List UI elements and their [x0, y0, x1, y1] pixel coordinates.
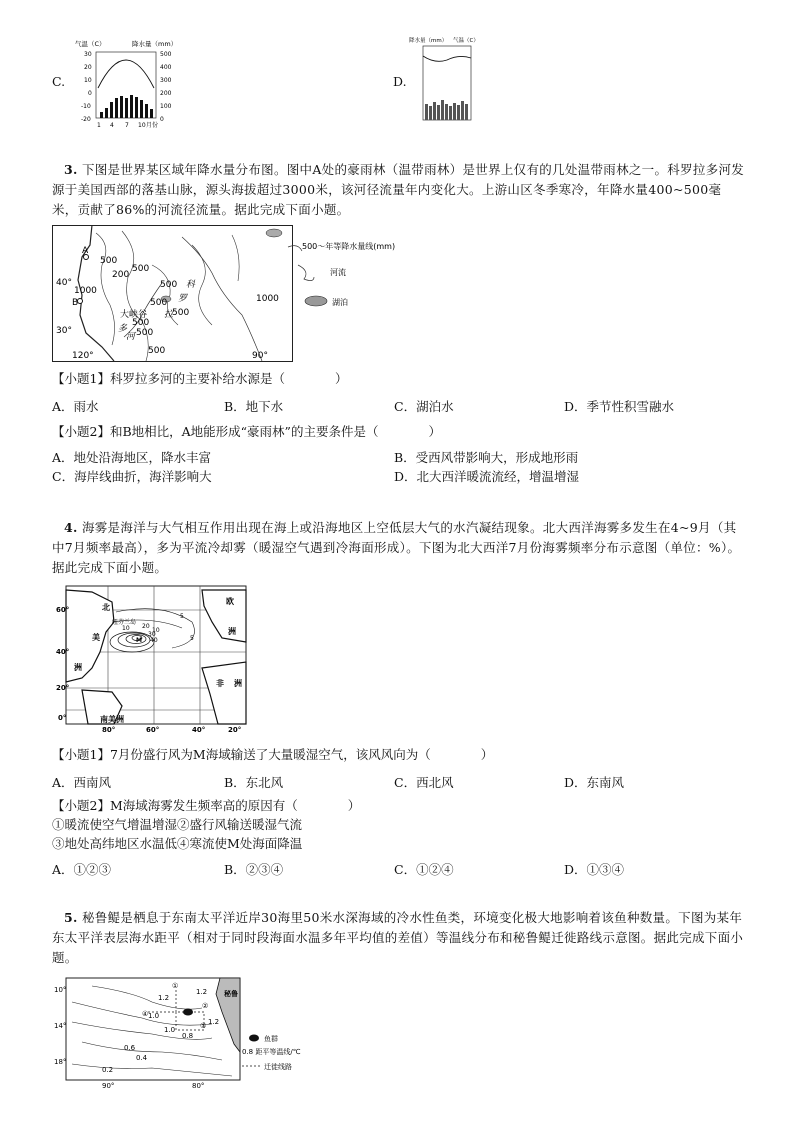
map-river-char: 罗 [178, 294, 188, 304]
q5-anomaly-map [52, 972, 352, 1092]
contour-value: 20 [142, 623, 150, 630]
anomaly-value: 0.6 [124, 1044, 136, 1052]
chart-c-xunit: 月份 [146, 122, 159, 129]
q3-sub2-option-a[interactable]: A．地处沿海地区，降水丰富 [52, 450, 212, 465]
lat-label: 10° [54, 986, 67, 994]
chart-c-lt: 30 [84, 51, 92, 58]
map-value: 500 [132, 264, 150, 274]
route-mark: ④ [142, 1010, 149, 1018]
contour-value: 10 [152, 627, 160, 634]
map-value: 500 [136, 328, 154, 338]
map-river-char: 河 [126, 332, 136, 342]
chart-c-lt: 10 [84, 77, 92, 84]
q5-number: 5. [64, 910, 78, 925]
region-label: 非 [216, 679, 224, 688]
lon-label: 60° [146, 726, 160, 734]
anomaly-value: 0.4 [136, 1054, 148, 1062]
map-value: 1000 [74, 286, 97, 296]
map-value: 1000 [256, 294, 279, 304]
region-label: 洲 [234, 679, 242, 688]
anomaly-value: 1.2 [196, 988, 208, 996]
map-value: 500 [132, 318, 150, 328]
q4-number: 4. [64, 520, 78, 535]
map-river-char: 多 [118, 324, 128, 334]
q5-text: 秘鲁鳀是栖息于东南太平洋近岸30海里50米水深海域的冷水性鱼类，环境变化极大地影响着该鱼种数量。下图为某年东太平洋表层海水距平（相对于同时段海面水温多年平均值的差值）等温线分布和秘鲁鳀迁徙路线示意图。据此完成下面小题。 [52, 910, 744, 965]
q4-sub2-option-a[interactable]: A．①②③ [52, 862, 112, 877]
map-value: 500 [100, 256, 118, 266]
map-value: 500 [160, 280, 178, 290]
q4-sub1-option-c[interactable]: C．西北风 [394, 775, 454, 790]
q3-sub1-option-a[interactable]: A．雨水 [52, 399, 99, 414]
q5-stem [52, 908, 746, 968]
anomaly-value: 1.2 [158, 994, 170, 1002]
chart-c-xt: 7 [125, 122, 129, 129]
climate-chart-c [70, 38, 190, 130]
region-label: 北 [102, 603, 110, 612]
anomaly-value: 0.8 [182, 1032, 194, 1040]
lat-label: 18° [54, 1058, 67, 1066]
map-label-b: B [72, 298, 79, 308]
map-lon-90: 90° [252, 351, 268, 361]
q4-fog-map [52, 582, 252, 738]
lat-label: 60° [56, 606, 70, 614]
option-c-label: C. [52, 74, 66, 89]
country-label: 秘鲁 [224, 990, 238, 998]
map-lon-120: 120° [72, 351, 94, 361]
region-label: 南美洲 [100, 715, 124, 724]
map-value: 200 [112, 270, 130, 280]
q4-sub2-prompt: 【小题2】M海域海雾发生频率高的原因有（ ） [52, 798, 361, 813]
q3-text: 下图是世界某区域年降水量分布图。图中A处的豪雨林（温带雨林）是世界上仅有的几处温带雨林之一。科罗拉多河发源于美国西部的落基山脉，源头海拔超过3000米，该河径流量年内变化大。上游山区冬季寒冷，年降水量400~500毫米，贡献了86%的河流径流量。据此完成下面小题。 [52, 162, 745, 217]
q4-sub2-option-c[interactable]: C．①②④ [394, 862, 454, 877]
lat-label: 20° [56, 684, 70, 692]
anomaly-value: 0.2 [102, 1066, 114, 1074]
q4-sub1-option-b[interactable]: B．东北风 [224, 775, 284, 790]
legend-lake: 湖泊 [332, 298, 348, 307]
lon-label: 90° [102, 1082, 115, 1090]
map-value: 500 [172, 308, 190, 318]
map-value: 500 [150, 298, 168, 308]
island-label: 纽芬兰岛 [112, 619, 137, 626]
chart-c-rt: 100 [160, 103, 172, 110]
legend-isotherm: 0.8 距平等温线/℃ [242, 1048, 301, 1056]
anomaly-value: 1.0 [164, 1026, 176, 1034]
anomaly-value: 1.2 [208, 1018, 220, 1026]
q3-sub1-option-c[interactable]: C．湖泊水 [394, 399, 454, 414]
q3-sub1-option-d[interactable]: D．季节性积雪融水 [564, 399, 675, 414]
region-label: 洲 [228, 627, 236, 636]
q4-sub1-option-a[interactable]: A．西南风 [52, 775, 112, 790]
map-label-a: A [82, 246, 89, 256]
chart-d-right-axis: 气温（C） [453, 38, 479, 44]
legend-fish: 鱼群 [264, 1035, 278, 1043]
lon-label: 40° [192, 726, 206, 734]
climate-chart-d [405, 34, 495, 126]
map-river-char: 科 [186, 280, 196, 290]
m-label: M [136, 637, 142, 644]
chart-c-xt: 10 [138, 122, 146, 129]
chart-c-rt: 0 [160, 116, 164, 123]
q3-precipitation-map [52, 225, 452, 365]
chart-c-right-axis: 降水量（mm） [132, 40, 178, 48]
region-label: 欧 [226, 597, 234, 606]
contour-value: 10 [122, 625, 130, 632]
legend-route: 迁徙线路 [264, 1063, 292, 1071]
chart-d-left-axis: 降水量（mm） [409, 38, 448, 44]
q4-sub2-line1: ①暖流使空气增温增湿②盛行风输送暖湿气流 [52, 817, 303, 832]
contour-value: 40 [150, 637, 158, 644]
chart-c-lt: 20 [84, 64, 92, 71]
anomaly-value: 1.0 [148, 1012, 160, 1020]
chart-c-lt: -10 [81, 103, 91, 110]
map-river-char: 拉 [164, 310, 174, 320]
chart-c-xt: 4 [110, 122, 114, 129]
chart-c-rt: 300 [160, 77, 172, 84]
contour-value: 30 [148, 631, 156, 638]
q4-text: 海雾是海洋与大气相互作用出现在海上或沿海地区上空低层大气的水汽凝结现象。北大西洋海雾多发生在4~9月（其中7月频率最高），多为平流冷却雾（暖湿空气遇到冷海面形成）。下图为北大西洋7月份海雾频率分布示意图（单位：%）。据此完成下面小题。 [52, 520, 741, 575]
lat-label: 14° [54, 1022, 67, 1030]
map-grand-canyon: 大峡谷 [120, 310, 148, 320]
q4-sub2-option-d[interactable]: D．①③④ [564, 862, 625, 877]
chart-c-xt: 1 [97, 122, 101, 129]
lon-label: 80° [102, 726, 116, 734]
legend-isohyet: 500～年等降水量线(mm) [302, 242, 396, 251]
region-label: 美 [92, 633, 100, 642]
chart-c-rt: 500 [160, 51, 172, 58]
chart-c-rt: 400 [160, 64, 172, 71]
region-label: 洲 [74, 663, 82, 672]
option-d-label: D. [393, 74, 407, 89]
contour-value: 5 [180, 613, 184, 620]
q3-sub1-prompt: 【小题1】科罗拉多河的主要补给水源是（ ） [52, 371, 348, 386]
chart-c-rt: 200 [160, 90, 172, 97]
route-mark: ① [172, 982, 179, 990]
lon-label: 20° [228, 726, 242, 734]
q3-sub2-option-d[interactable]: D．北大西洋暖流流经，增温增湿 [394, 469, 580, 484]
q3-stem [52, 160, 746, 220]
legend-river: 河流 [330, 268, 346, 277]
q4-sub1-option-d[interactable]: D．东南风 [564, 775, 625, 790]
q3-sub2-prompt: 【小题2】和B地相比，A地能形成“豪雨林”的主要条件是（ ） [52, 424, 441, 439]
chart-c-lt: -20 [81, 116, 91, 123]
q3-sub2-option-c[interactable]: C．海岸线曲折，海洋影响大 [52, 469, 212, 484]
map-lat-30: 30° [56, 326, 72, 336]
chart-c-left-axis: 气温（C） [75, 40, 106, 48]
chart-c-lt: 0 [88, 90, 92, 97]
lat-label: 0° [58, 714, 67, 722]
route-mark: ② [202, 1002, 209, 1010]
q4-sub2-option-b[interactable]: B．②③④ [224, 862, 284, 877]
map-value: 500 [148, 346, 166, 356]
q4-sub2-line2: ③地处高纬地区水温低④寒流使M处海面降温 [52, 836, 303, 851]
q4-stem [52, 518, 746, 578]
route-mark: ③ [200, 1022, 207, 1030]
q4-sub1-prompt: 【小题1】7月份盛行风为M海域输送了大量暖湿空气，该风风向为（ ） [52, 747, 494, 762]
lon-label: 80° [192, 1082, 205, 1090]
map-lat-40: 40° [56, 278, 72, 288]
q3-sub2-option-b[interactable]: B．受西风带影响大，形成地形雨 [394, 450, 579, 465]
contour-value: 5 [190, 635, 194, 642]
q3-sub1-option-b[interactable]: B．地下水 [224, 399, 284, 414]
q3-number: 3. [64, 162, 78, 177]
lat-label: 40° [56, 648, 70, 656]
